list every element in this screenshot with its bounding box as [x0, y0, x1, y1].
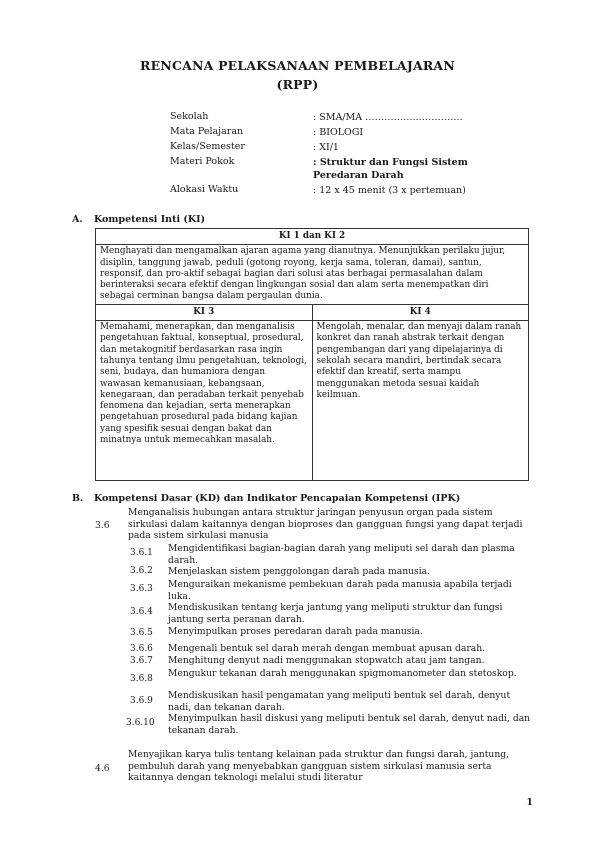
identity-label-time: Alokasi Waktu	[170, 184, 239, 195]
ki3-header: KI 3	[96, 304, 313, 320]
ipk-text: Mengidentifikasi bagian-bagian darah yang meliputi sel darah dan plasma darah.	[168, 543, 515, 566]
ipk-text: Mendiskusikan hasil pengamatan yang meliputi bentuk sel darah, denyut nadi, dan tekanan darah.	[168, 690, 511, 713]
kd-text: Menganalisis hubungan antara struktur jaringan penyusun organ pada sistem sirkulasi dalam kaitannya dengan bioproses dan gangguan fungsi yang dapat terjadi pada sistem sirkulasi manusia	[128, 507, 523, 542]
ipk-number: 3.6.8	[130, 674, 153, 684]
identity-value-subject: : BIOLOGI	[313, 127, 364, 138]
kd-number: 4.6	[95, 763, 110, 774]
document-subtitle: (RPP)	[276, 77, 319, 92]
identity-label-topic: Materi Pokok	[170, 156, 235, 167]
identity-label-school: Sekolah	[170, 111, 209, 122]
ki4-text: Mengolah, menalar, dan menyaji dalam ranah konkret dan ranah abstrak terkait dengan pengembangan dari yang dipelajarinya di sekolah secara mandiri, bertindak secara efektif dan kreatif, serta mampu menggunakan metoda sesuai kaidah keilmuan.	[312, 321, 529, 481]
ipk-text: Mengukur tekanan darah menggunakan spigmomanometer dan stetoskop.	[168, 668, 517, 679]
identity-value-topic: : Struktur dan Fungsi Sistem Peredaran Darah	[313, 157, 468, 181]
identity-value-class: : XI/1	[313, 142, 339, 153]
ipk-number: 3.6.2	[130, 566, 153, 576]
ipk-text: Menghitung denyut nadi menggunakan stopwatch atau jam tangan.	[168, 655, 485, 666]
section-a-letter: A.	[72, 214, 83, 225]
ipk-number: 3.6.9	[130, 696, 153, 706]
identity-value-school: : SMA/MA ……………..……….….	[313, 112, 463, 123]
page-number: 1	[526, 797, 533, 808]
section-a-title: Kompetensi Inti (KI)	[94, 214, 206, 225]
ipk-text: Menyimpulkan proses peredaran darah pada manusia.	[168, 626, 423, 637]
kd-text: Menyajikan karya tulis tentang kelainan pada struktur dan fungsi darah, jantung, pembuluh darah yang menyebabkan gangguan sistem sirkulasi manusia serta kaitannya dengan teknologi melalui studi literatur	[128, 749, 510, 784]
ipk-number: 3.6.7	[130, 656, 153, 666]
ki3-text: Memahami, menerapkan, dan menganalisis pengetahuan faktual, konseptual, prosedural, dan metakognitif berdasarkan rasa ingin tahunya tentang ilmu pengetahuan, teknologi, seni, budaya, dan humaniora dengan wawasan kemanusiaan, kebangsaan, kenegaraan, dan peradaban terkait penyebab fenomena dan kejadian, serta menerapkan pengetahuan prosedural pada bidang kajian yang spesifik sesuai dengan bakat dan minatnya untuk memecahkan masalah.	[96, 321, 313, 481]
ipk-text: Mendiskusikan tentang kerja jantung yang meliputi struktur dan fungsi jantung serta peranan darah.	[168, 602, 503, 625]
ipk-text: Menguraikan mekanisme pembekuan darah pada manusia apabila terjadi luka.	[168, 579, 512, 602]
document-title: RENCANA PELAKSANAAN PEMBELAJARAN	[140, 58, 455, 73]
ipk-number: 3.6.5	[130, 628, 153, 638]
ki12-text: Menghayati dan mengamalkan ajaran agama yang dianutnya. Menunjukkan perilaku jujur, disiplin, tanggung jawab, peduli (gotong royong, kerja sama, toleran, damai), santun, responsif, dan pro-aktif sebagai bagian dari solusi atas berbagai permasalahan dalam berinteraksi secara efektif dengan lingkungan sosial dan alam serta menempatkan diri sebagai cerminan bangsa dalam pergaulan dunia.	[96, 245, 529, 304]
ipk-number: 3.6.10	[126, 718, 155, 728]
identity-label-subject: Mata Pelajaran	[170, 126, 244, 137]
ipk-text: Menyimpulkan hasil diskusi yang meliputi bentuk sel darah, denyut nadi, dan tekanan darah.	[168, 713, 531, 736]
ki-table	[95, 228, 529, 481]
ipk-text: Menjelaskan sistem penggolongan darah pada manusia.	[168, 566, 431, 577]
ipk-text: Mengenali bentuk sel darah merah dengan membuat apusan darah.	[168, 643, 486, 654]
ipk-number: 3.6.6	[130, 644, 153, 654]
section-b-title: Kompetensi Dasar (KD) dan Indikator Pencapaian Kompetensi (IPK)	[94, 493, 461, 504]
ki4-header: KI 4	[312, 304, 529, 320]
identity-label-class: Kelas/Semester	[170, 141, 245, 152]
identity-value-time: : 12 x 45 menit (3 x pertemuan)	[313, 185, 466, 196]
ki12-header: KI 1 dan KI 2	[96, 229, 529, 245]
kd-number: 3.6	[95, 520, 110, 531]
section-b-letter: B.	[72, 493, 84, 504]
ipk-number: 3.6.1	[130, 548, 153, 558]
ipk-number: 3.6.3	[130, 584, 153, 594]
ipk-number: 3.6.4	[130, 607, 153, 617]
